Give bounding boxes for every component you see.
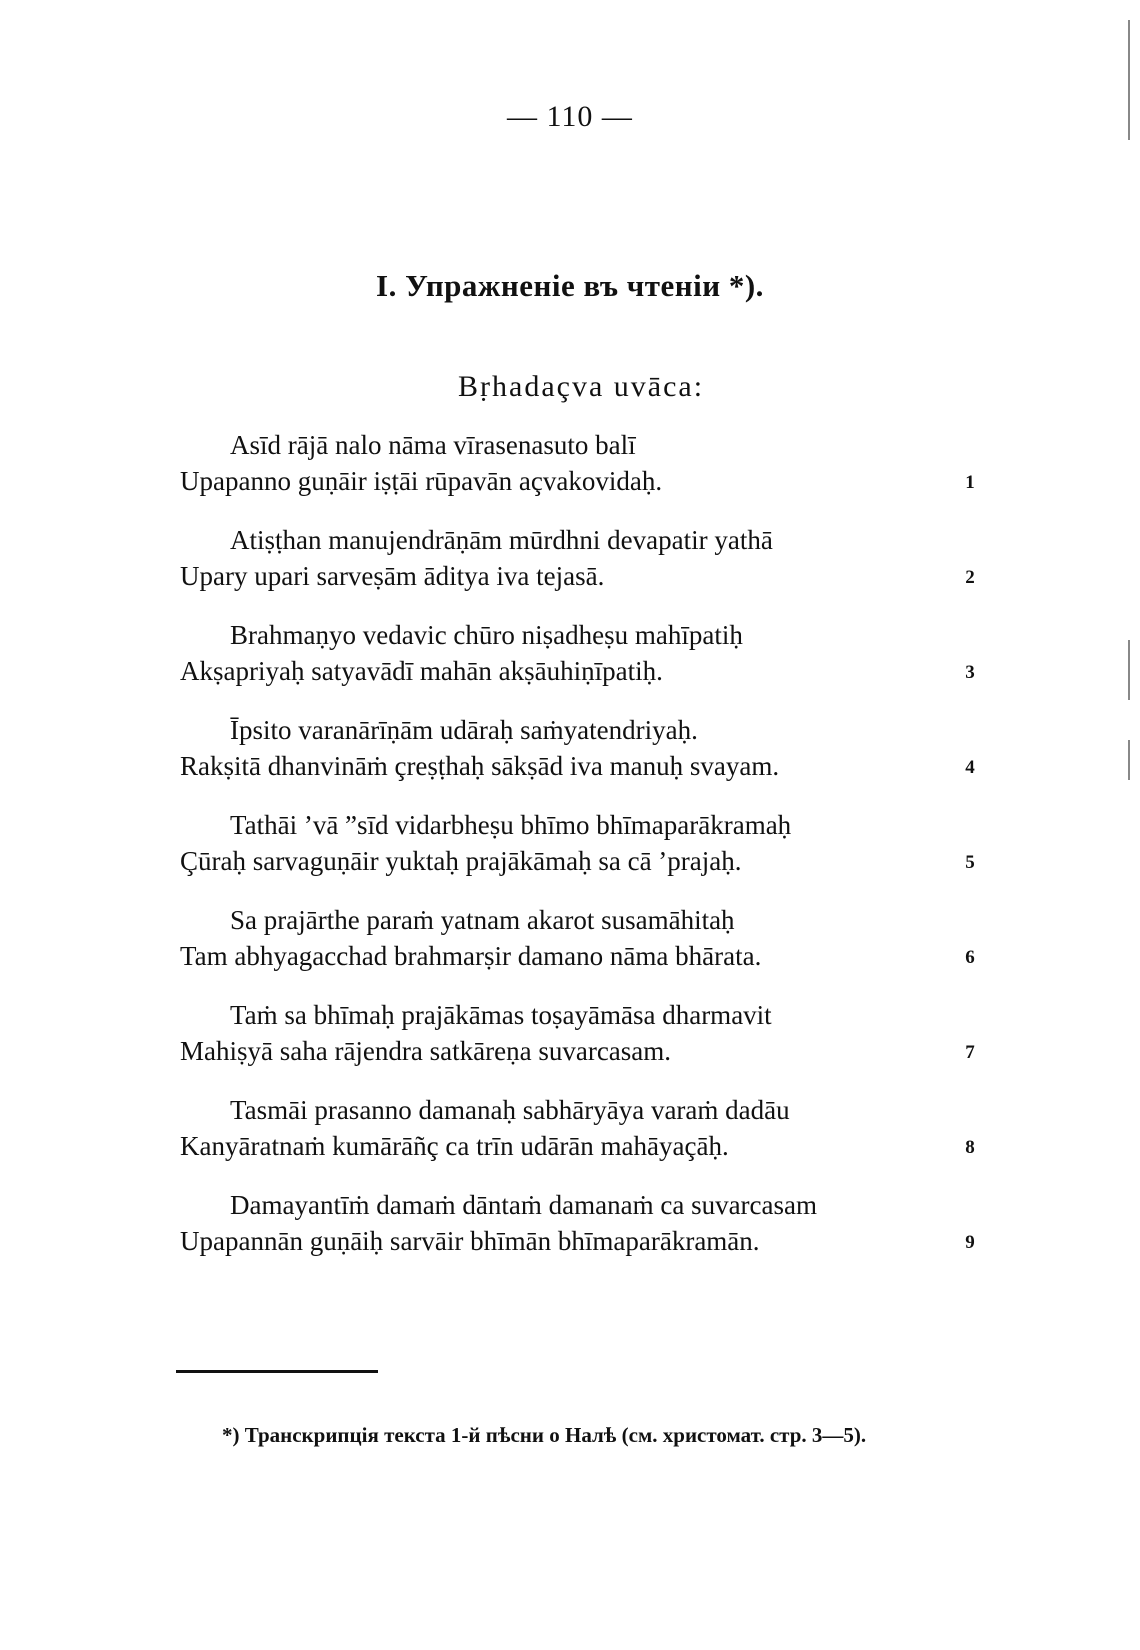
verse-line: Brahmaṇyo vedavic chūro niṣadheṣu mahīpatiḥ — [230, 620, 743, 650]
verse-4 — [0, 713, 1140, 793]
verse-line: Mahiṣyā saha rājendra satkāreṇa suvarcasam. — [180, 1036, 672, 1066]
verse-2 — [0, 523, 1140, 603]
verse-line: Kanyāratnaṁ kumārāñç ca trīn udārān mahāyaçāḥ. — [180, 1131, 729, 1161]
scan-edge-mark — [1128, 20, 1130, 140]
footnote: *) Транскрипція текста 1-й пѣсни о Налѣ (см. христомат. стр. 3—5). — [222, 1423, 867, 1447]
verse-number: 3 — [965, 662, 975, 683]
verse-line: Damayantīṁ damaṁ dāntaṁ damanaṁ ca suvarcasam — [230, 1190, 818, 1220]
verse-9 — [0, 1188, 1140, 1268]
verse-1 — [0, 428, 1140, 508]
verse-8 — [0, 1093, 1140, 1173]
verse-line: Upary upari sarveṣām āditya iva tejasā. — [180, 561, 605, 591]
page-number: — 110 — — [507, 100, 633, 133]
verse-5 — [0, 808, 1140, 888]
section-title: I. Упражненіе въ чтеніи *). — [376, 268, 764, 303]
verse-line: Rakṣitā dhanvināṁ çreṣṭhaḥ sākṣād iva manuḥ svayam. — [180, 751, 780, 781]
verse-line: Taṁ sa bhīmaḥ prajākāmas toṣayāmāsa dharmavit — [230, 1000, 772, 1030]
verse-line: Asīd rājā nalo nāma vīrasenasuto balī — [230, 430, 636, 460]
scan-edge-mark — [1128, 740, 1130, 780]
footnote-divider — [176, 1370, 378, 1373]
scan-edge-mark — [1128, 640, 1130, 700]
verse-number: 2 — [965, 567, 975, 588]
verse-number: 7 — [965, 1042, 975, 1063]
verse-line: Atiṣṭhan manujendrāṇām mūrdhni devapatir yathā — [230, 525, 773, 555]
verse-3 — [0, 618, 1140, 698]
verse-number: 1 — [965, 472, 975, 493]
verse-7 — [0, 998, 1140, 1078]
verse-line: Sa prajārthe paraṁ yatnam akarot susamāhitaḥ — [230, 905, 735, 935]
verse-number: 5 — [965, 852, 975, 873]
verse-line: Īpsito varanārīṇām udāraḥ saṁyatendriyaḥ. — [230, 715, 698, 745]
verse-line: Upapannān guṇāiḥ sarvāir bhīmān bhīmaparākramān. — [180, 1226, 760, 1256]
verse-line: Çūraḥ sarvaguṇāir yuktaḥ prajākāmaḥ sa cā ’prajaḥ. — [180, 846, 742, 876]
verse-6 — [0, 903, 1140, 983]
verse-number: 4 — [965, 757, 975, 778]
verse-number: 6 — [965, 947, 975, 968]
verse-number: 8 — [965, 1137, 975, 1158]
verse-line: Upapanno guṇāir iṣṭāi rūpavān açvakovidaḥ. — [180, 466, 663, 496]
verse-number: 9 — [965, 1232, 975, 1253]
verse-line: Tasmāi prasanno damanaḥ sabhāryāya varaṁ dadāu — [230, 1095, 790, 1125]
verse-line: Tam abhyagacchad brahmarṣir damano nāma bhārata. — [180, 941, 762, 971]
verse-line: Tathāi ’vā ”sīd vidarbheṣu bhīmo bhīmaparākramaḥ — [230, 810, 792, 840]
verse-line: Akṣapriyaḥ satyavādī mahān akṣāuhiṇīpatiḥ. — [180, 656, 663, 686]
speaker-line: Bṛhadaçva uvāca: — [458, 370, 705, 403]
